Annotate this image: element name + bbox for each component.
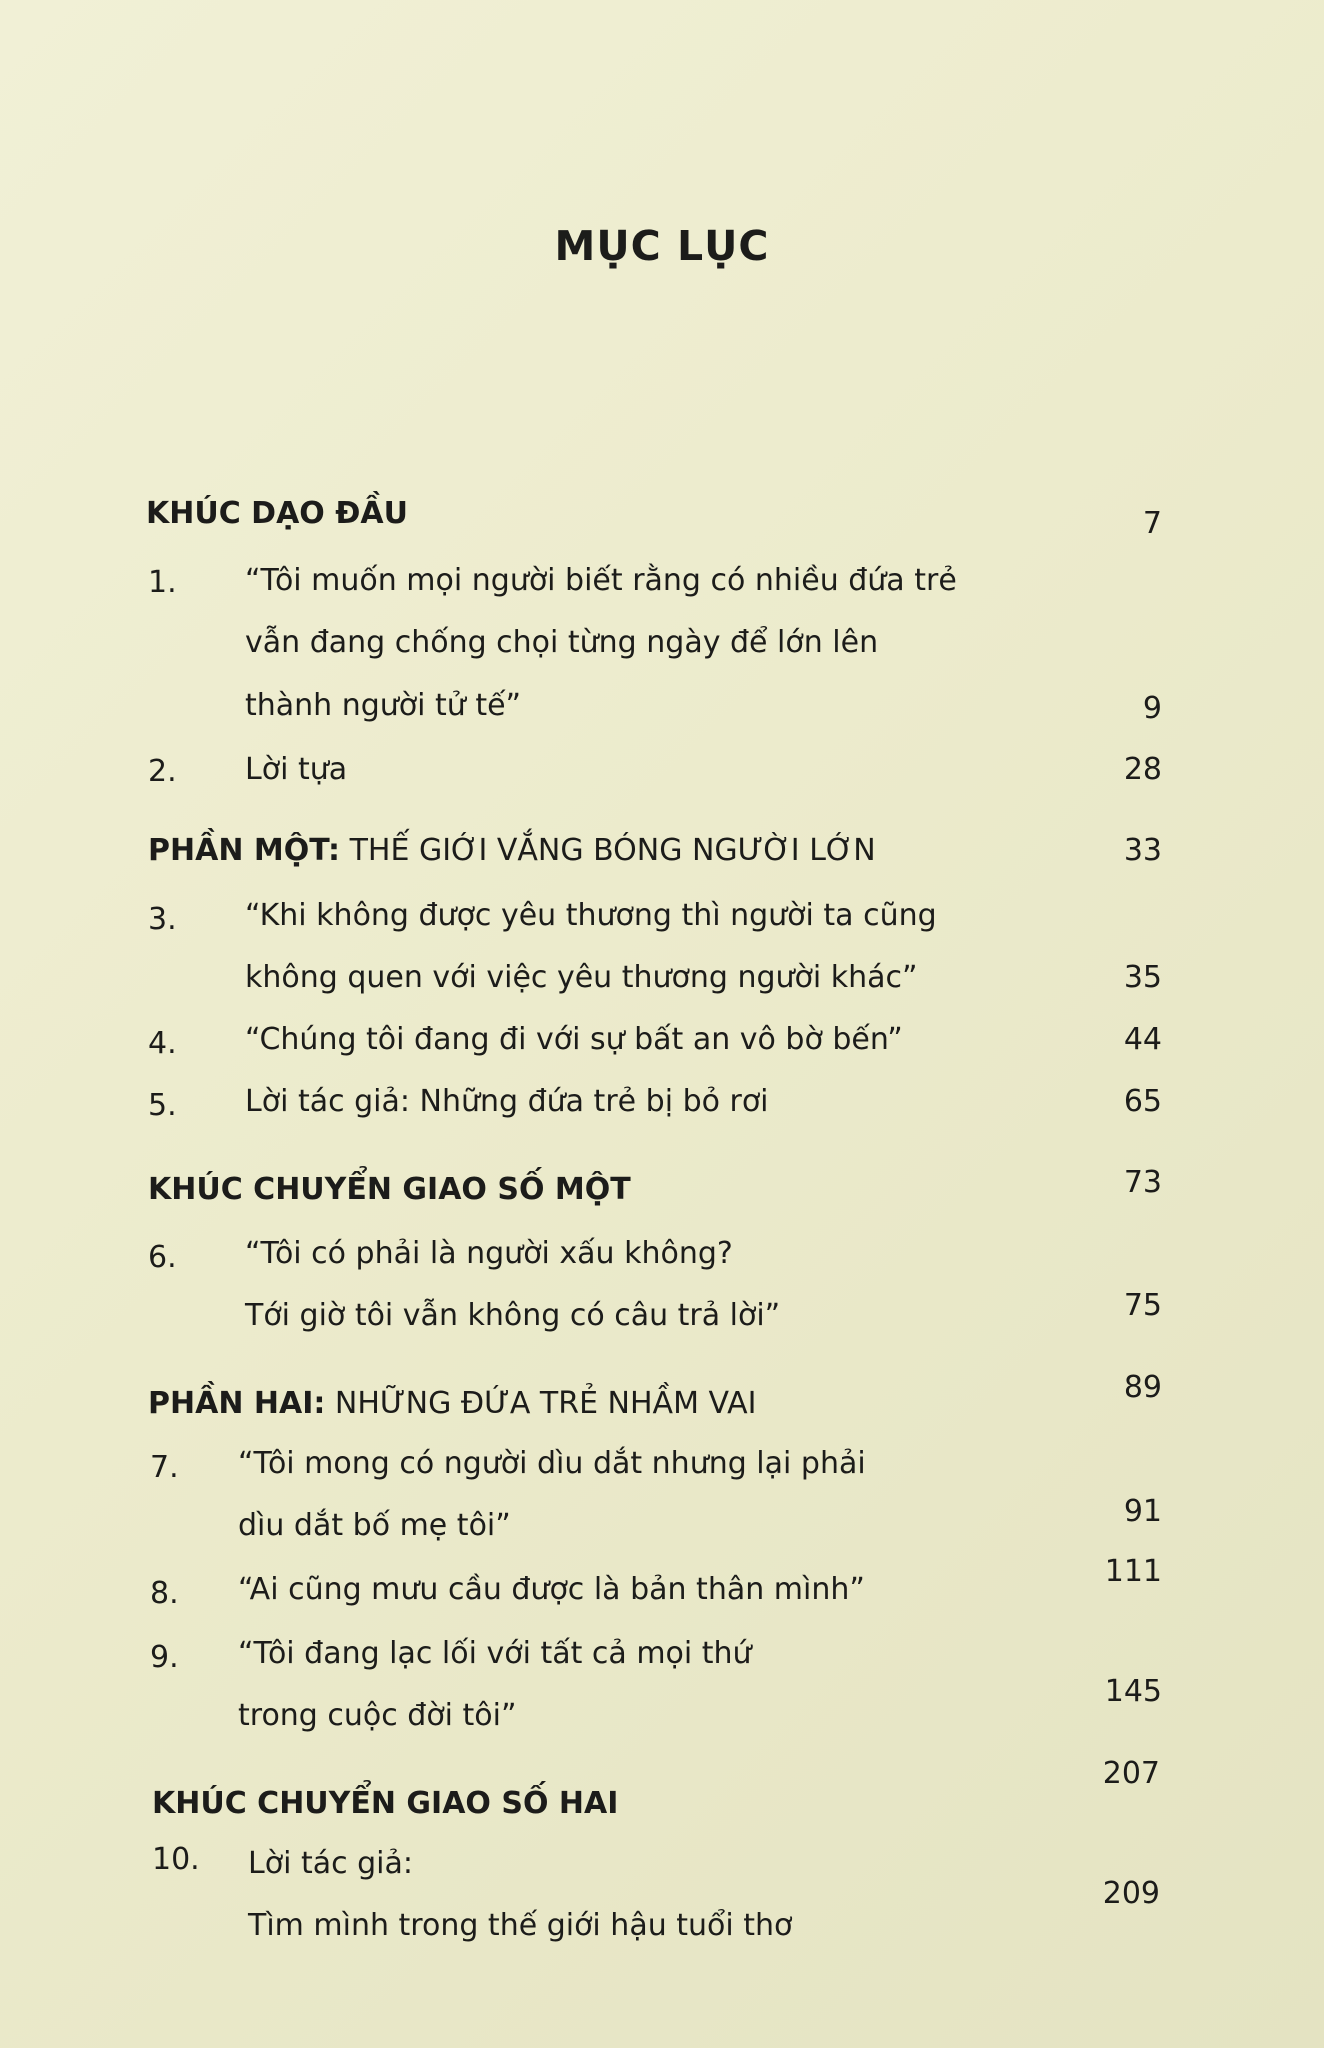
section-transition-one: KHÚC CHUYỂN GIAO SỐ MỘT xyxy=(148,1172,631,1207)
section-part-one xyxy=(148,833,876,868)
entry-1-line-1: “Tôi muốn mọi người biết rằng có nhiều đứa trẻ xyxy=(245,563,957,598)
entry-5-line-1: Lời tác giả: Những đứa trẻ bị bỏ rơi xyxy=(245,1084,769,1119)
entry-10-page: 209 xyxy=(1102,1876,1160,1911)
entry-4-line-1: “Chúng tôi đang đi với sự bất an vô bờ bến” xyxy=(245,1022,903,1057)
entry-7-number: 7. xyxy=(150,1450,179,1485)
entry-7-page: 91 xyxy=(1123,1494,1162,1529)
entry-10-number: 10. xyxy=(152,1842,200,1877)
entry-2-page: 28 xyxy=(1123,752,1162,787)
section-part-one-label: PHẦN MỘT: xyxy=(148,833,341,868)
entry-9-number: 9. xyxy=(150,1640,179,1675)
entry-1-page: 9 xyxy=(1142,691,1162,726)
section-transition-one-page: 73 xyxy=(1123,1165,1162,1200)
section-part-two-page: 89 xyxy=(1123,1370,1162,1405)
entry-2-line-1: Lời tựa xyxy=(245,752,348,787)
entry-4-number: 4. xyxy=(148,1026,177,1061)
entry-6-line-2: Tới giờ tôi vẫn không có câu trả lời” xyxy=(245,1298,781,1333)
section-transition-two-page: 207 xyxy=(1102,1756,1160,1791)
entry-6-number: 6. xyxy=(148,1240,177,1275)
section-part-two-label: PHẦN HAI: xyxy=(148,1386,326,1421)
entry-1-line-2: vẫn đang chống chọi từng ngày để lớn lên xyxy=(245,625,879,660)
toc-title: MỤC LỤC xyxy=(554,222,770,270)
entry-2-number: 2. xyxy=(148,754,177,789)
entry-9-line-2: trong cuộc đời tôi” xyxy=(238,1698,517,1733)
entry-1-number: 1. xyxy=(148,565,177,600)
entry-9-line-1: “Tôi đang lạc lối với tất cả mọi thứ xyxy=(238,1636,752,1671)
entry-6-line-1: “Tôi có phải là người xấu không? xyxy=(245,1236,733,1271)
entry-10-line-1: Lời tác giả: xyxy=(248,1846,413,1881)
section-part-one-page: 33 xyxy=(1123,833,1162,868)
entry-7-line-2: dìu dắt bố mẹ tôi” xyxy=(238,1508,511,1543)
entry-5-number: 5. xyxy=(148,1088,177,1123)
entry-5-page: 65 xyxy=(1123,1084,1162,1119)
section-part-one-title: THẾ GIỚI VẮNG BÓNG NGƯỜI LỚN xyxy=(340,833,876,868)
entry-3-number: 3. xyxy=(148,902,177,937)
entry-8-page: 111 xyxy=(1104,1554,1162,1589)
entry-3-line-1: “Khi không được yêu thương thì người ta cũng xyxy=(245,898,937,933)
section-part-two xyxy=(148,1386,756,1421)
entry-1-line-3: thành người tử tế” xyxy=(245,688,522,723)
section-prelude-page: 7 xyxy=(1142,506,1162,541)
entry-3-page: 35 xyxy=(1123,960,1162,995)
entry-8-line-1: “Ai cũng mưu cầu được là bản thân mình” xyxy=(238,1572,865,1607)
section-part-two-title: NHỮNG ĐỨA TRẺ NHẦM VAI xyxy=(325,1386,757,1421)
entry-4-page: 44 xyxy=(1123,1022,1162,1057)
entry-3-line-2: không quen với việc yêu thương người khác” xyxy=(245,960,918,995)
entry-10-line-2: Tìm mình trong thế giới hậu tuổi thơ xyxy=(248,1908,793,1943)
section-prelude: KHÚC DẠO ĐẦU xyxy=(146,496,408,531)
entry-6-page: 75 xyxy=(1123,1288,1162,1323)
section-transition-two: KHÚC CHUYỂN GIAO SỐ HAI xyxy=(152,1786,619,1821)
entry-9-page: 145 xyxy=(1104,1674,1162,1709)
entry-7-line-1: “Tôi mong có người dìu dắt nhưng lại phải xyxy=(238,1446,866,1481)
entry-8-number: 8. xyxy=(150,1576,179,1611)
